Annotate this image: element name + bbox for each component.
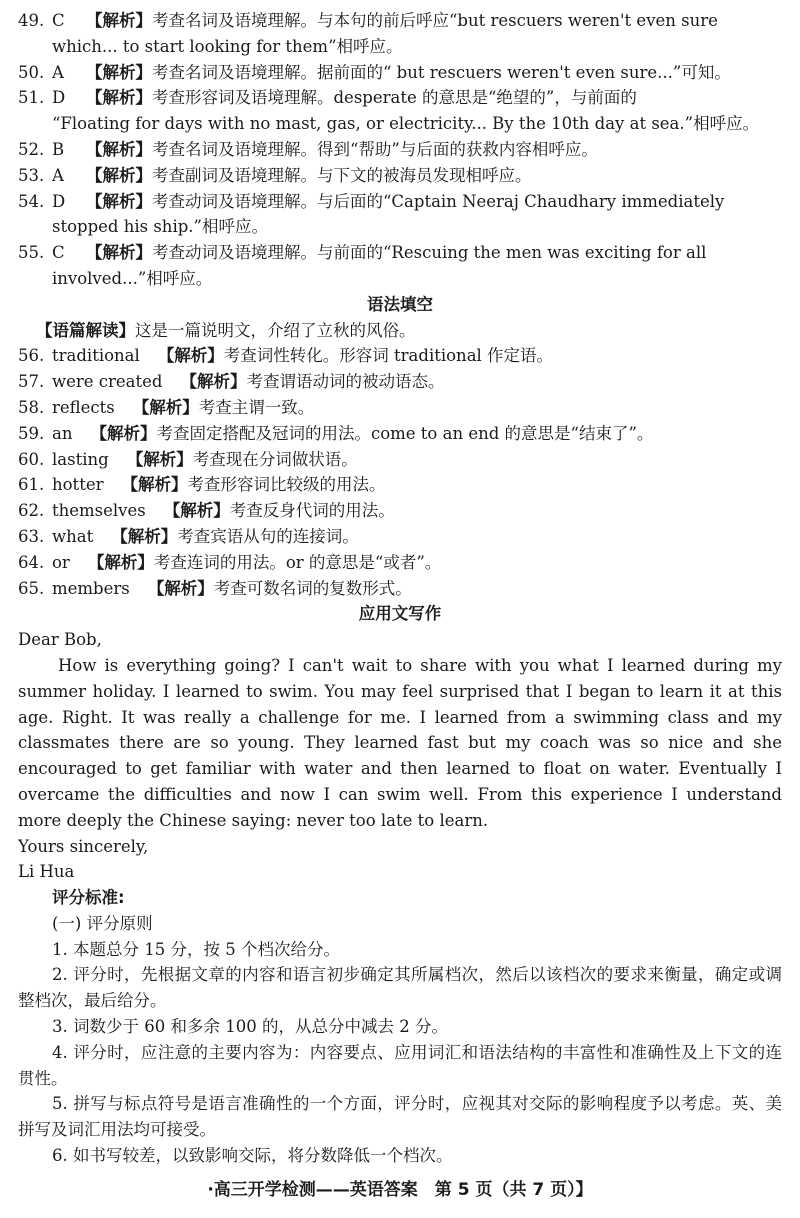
answer-51: 51. D 【解析】考查形容词及语境理解。desperate 的意思是“绝望的”，与前面的 “Floating for days with no mast, gas, or electricity... By the 10th day at sea.”相呼应。 <box>18 88 760 134</box>
reading-answers <box>18 8 782 292</box>
answer-50: 50. A 【解析】考查名词及语境理解。据前面的“ but rescuers weren't even sure...”可知。 <box>18 62 731 82</box>
answer-53: 53. A 【解析】考查副词及语境理解。与下文的被海员发现相呼应。 <box>18 165 532 185</box>
answer-63: 63. what 【解析】 考查宾语从句的连接词。 <box>18 526 359 546</box>
rubric-point: 5. 拼写与标点符号是语言准确性的一个方面，评分时，应视其对交际的影响程度予以考虑。英、美拼写及词汇用法均可接受。 <box>18 1094 782 1140</box>
writing-title: 应用文写作 <box>358 604 442 624</box>
answer-58: 58. reflects 【解析】 考查主谓一致。 <box>18 397 315 417</box>
grammar-section <box>18 292 782 602</box>
rubric-point: 1. 本题总分 15 分，按 5 个档次给分。 <box>52 939 340 959</box>
answer-59: 59. an 【解析】 考查固定搭配及冠词的用法。come to an end 的意思是“结束了”。 <box>18 423 654 443</box>
answer-52: 52. B 【解析】考查名词及语境理解。得到“帮助”与后面的获救内容相呼应。 <box>18 139 598 159</box>
grammar-title: 语法填空 <box>367 294 433 314</box>
page-footer: ·高三开学检测——英语答案 第 5 页（共 7 页）】 <box>207 1180 593 1200</box>
rubric-point: 3. 词数少于 60 和多余 100 的，从总分中减去 2 分。 <box>52 1017 448 1037</box>
rubric-point: 4. 评分时，应注意的主要内容为：内容要点、应用词汇和语法结构的丰富性和准确性及上下文的连贯性。 <box>18 1042 782 1088</box>
letter-closing: Yours sincerely, <box>18 836 149 856</box>
letter-body: How is everything going? I can't wait to share with you what I learned during my summer holiday. I learned to swim. You may feel surprised that I began to learn it at this age. Right. It was really a challenge for me. I learned from a swimming class and my classmates there are so young. They learned fast but my coach was so nice and she encouraged to get familiar with water and then learned to float on water. Eventually I overcame the difficulties and now I can swim well. From this experience I understand more deeply the Chinese saying: never too late to learn. <box>18 655 782 830</box>
answer-56: 56. traditional 【解析】 考查词性转化。形容词 traditional 作定语。 <box>18 346 554 366</box>
rubric-section <box>18 885 782 1169</box>
answer-62: 62. themselves 【解析】 考查反身代词的用法。 <box>18 501 395 521</box>
answer-57: 57. were created 【解析】 考查谓语动词的被动语态。 <box>18 372 445 392</box>
answer-64: 64. or 【解析】 考查连词的用法。or 的意思是“或者”。 <box>18 552 442 572</box>
rubric-point: 2. 评分时，先根据文章的内容和语言初步确定其所属档次，然后以该档次的要求来衡量，确定或调整档次，最后给分。 <box>18 965 782 1011</box>
letter-greeting: Dear Bob, <box>18 630 102 650</box>
rubric-point: 6. 如书写较差，以致影响交际，将分数降低一个档次。 <box>52 1146 453 1166</box>
rubric-subtitle: (一) 评分原则 <box>52 913 153 933</box>
answer-55: 55. C 【解析】考查动词及语境理解。与前面的“Rescuing the men was exciting for all involved...”相呼应。 <box>18 243 707 288</box>
answer-65: 65. members 【解析】 考查可数名词的复数形式。 <box>18 578 412 598</box>
rubric-title: 评分标准: <box>52 888 125 908</box>
answer-54: 54. D 【解析】考查动词及语境理解。与后面的“Captain Neeraj Chaudhary immediately stopped his ship.”相呼应。 <box>18 191 725 237</box>
answer-49: 49. C 【解析】考查名词及语境理解。与本句的前后呼应“but rescuers weren't even sure which... to start looking for them”相呼应。 <box>18 11 718 56</box>
writing-section <box>18 601 782 885</box>
answer-60: 60. lasting 【解析】 考查现在分词做状语。 <box>18 449 358 469</box>
answer-61: 61. hotter 【解析】 考查形容词比较级的用法。 <box>18 475 386 495</box>
letter-signature: Li Hua <box>18 862 75 882</box>
grammar-intro: 【语篇解读】这是一篇说明文，介绍了立秋的风俗。 <box>36 320 416 340</box>
